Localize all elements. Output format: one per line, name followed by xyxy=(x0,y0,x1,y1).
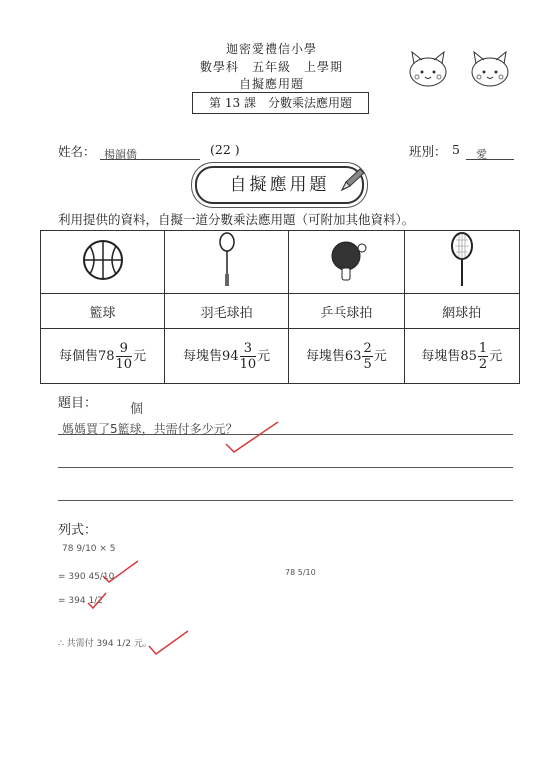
school-name: 迦密愛禮信小學 xyxy=(225,42,317,56)
item-image-cell xyxy=(404,231,519,294)
class-number: (22 ) xyxy=(210,142,240,157)
instruction: 利用提供的資料，自擬一道分數乘法應用題（可附加其他資料）。 xyxy=(58,212,415,227)
price-fraction: $\frac{9}{10}$ xyxy=(115,340,133,372)
class-value: 5 xyxy=(452,142,460,157)
check-mark-icon xyxy=(222,418,282,458)
pencil-icon xyxy=(338,166,366,194)
price-fraction: $\frac{2}{5}$ xyxy=(363,340,372,372)
item-name: 羽毛球拍 xyxy=(165,294,289,329)
cat-mascot-icon xyxy=(404,46,452,90)
working-line: = 390 45/10 xyxy=(58,572,115,582)
answer-line xyxy=(58,434,513,435)
item-price: 每塊售85 $\frac{1}{2}$ 元 xyxy=(404,329,519,384)
item-price: 每塊售94 $\frac{3}{10}$ 元 xyxy=(165,329,289,384)
question-handwriting[interactable]: 媽媽買了5籃球，共需付多少元？ xyxy=(62,422,238,436)
name-label: 姓名： xyxy=(58,144,96,159)
answer-line xyxy=(58,500,513,501)
item-image-cell xyxy=(289,231,404,294)
working-line: ∴ 共需付 394 1/2 元。 xyxy=(58,639,152,649)
item-image-cell xyxy=(41,231,165,294)
item-name: 籃球 xyxy=(41,294,165,329)
ping-pong-paddle-icon xyxy=(324,238,368,282)
badminton-racket-icon xyxy=(212,232,242,288)
class-label: 班別： xyxy=(409,144,447,159)
lesson-title: 第 13 課 分數乘法應用題 xyxy=(192,92,369,114)
working-line: = 394 1/2 xyxy=(58,596,103,606)
worksheet-title: 自擬應用題 xyxy=(238,77,304,91)
item-name: 網球拍 xyxy=(404,294,519,329)
insert-mark: 個 xyxy=(130,402,144,417)
question-label: 題目： xyxy=(58,396,98,411)
check-mark-icon xyxy=(86,590,108,612)
margin-note: 78 5/10 xyxy=(285,568,316,577)
tennis-racket-icon xyxy=(447,232,477,288)
price-fraction: $\frac{1}{2}$ xyxy=(478,340,488,372)
cat-mascot-icon xyxy=(466,46,514,90)
class-suffix: 愛 xyxy=(476,148,487,161)
working-label: 列式： xyxy=(58,523,98,538)
price-fraction: $\frac{3}{10}$ xyxy=(239,340,257,372)
subject-line: 數學科 五年級 上學期 xyxy=(199,60,343,74)
item-price: 每塊售63 $\frac{2}{5}$ 元 xyxy=(289,329,404,384)
working-line: 78 9/10 × 5 xyxy=(62,544,116,554)
name-field[interactable] xyxy=(100,143,200,160)
items-table xyxy=(40,230,520,384)
item-name: 乒乓球拍 xyxy=(289,294,404,329)
item-price: 每個售78 $\frac{9}{10}$ 元 xyxy=(41,329,165,384)
basketball-icon xyxy=(81,238,125,282)
item-image-cell xyxy=(165,231,289,294)
check-mark-icon xyxy=(146,628,192,658)
name-value: 楊韻僑 xyxy=(104,148,137,161)
class-field[interactable] xyxy=(466,143,514,160)
answer-line xyxy=(58,467,513,468)
check-mark-icon xyxy=(100,558,142,586)
section-banner: 自擬應用題 xyxy=(195,166,364,204)
